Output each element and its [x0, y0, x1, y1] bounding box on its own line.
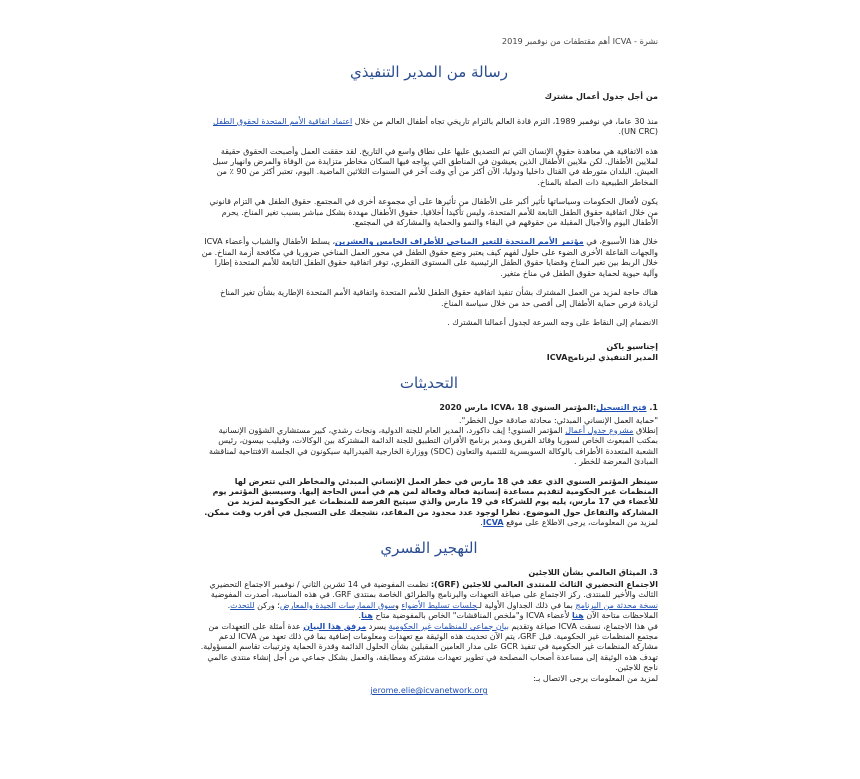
signature-title: المدير التنفيذي لبرنامجICVA: [546, 352, 658, 362]
signature-name: إجناسيو باكن: [606, 342, 658, 352]
paragraph-text: يسرد: [366, 621, 389, 631]
update-item-1-subtitle: "حماية العمل الإنساني المبدئي: محادثة صادقة حول الخطر".: [459, 415, 658, 425]
item-number: 1.: [649, 403, 658, 413]
paragraph-governments: يكون لأفعال الحكومات وسياساتها تأثير أكبر على الأطفال من تأثيرها على أي مجموعة أخرى في المجتمع. حقوق الطفل هي التزام قانوني من خلال اتفاقية حقوق الطفل التابعة للأمم المتحدة، وليس تأكيدا أخلاقيا. حقوق الأطفال مهددة بشكل مباشر بسبب تغير المناخ. يحرم الأطفال اليوم والأجيال المقبلة من حقوقهم في البقاء والنمو والحماية والمشاركة في المجتمع.: [209, 197, 658, 228]
statement-annex-link[interactable]: مرفق هذا البيان: [303, 621, 367, 631]
paragraph-text: بما في ذلك الجداول الأولية لـ: [477, 600, 576, 610]
paragraph-text: .: [358, 611, 362, 621]
paragraph-text: ، يسلط الأطفال والشباب وأعضاء ICVA والجهات الفاعلة الأخرى الضوء على حلول لفهم كيف يعتبر وضع حقوق الطفل في محور العمل المناخي ضروريا في مكافحة أزمة المناخ. من خلال الربط بين تغير المناخ وقضايا حقوق الطفل الرئيسية على المستوى القطري، توفر اتفاقية حقوق الطفل التابعة للأمم المتحدة إطارا وآلية حيوية لحماية حقوق الطفل في مناخ متغير.: [201, 237, 658, 278]
paragraph-text: .: [480, 518, 483, 528]
paragraph-text: منذ 30 عاما، في نوفمبر 1989، التزم قادة العالم بالتزام تاريخي تجاه أطفال العالم من خلال: [352, 116, 658, 126]
paragraph-cop: [200, 237, 658, 279]
spotlight-sessions-link[interactable]: جلسات تسليط الأضواء: [401, 600, 478, 610]
paragraph-text: عدة أمثلة على التعهدات من مجتمع المنظمات غير الحكومية. قبل GRF، يتم الآن تحديث هذه الوثيقة مع تعهدات ومعلومات إضافية بما في ذلك تعهد من ICVA لدعم مشاركة المنظمات غير الحكومية في تنفيذ GCR على مدار العامين المقبلين بشأن الحلول الدائمة وقدرة الحماية وترتيبات تقاسم المسؤولية. تهدف هذه الوثيقة إلى مساعدة أصحاب المصلحة في تطوير تعهدات مشتركة ومطابقة، والعمل بشكل جماعي من أجل إنشاء منتدى عالمي ناجح للاجئين.: [200, 621, 658, 673]
newsletter-header: نشرة - ICVA أهم مقتطفات من نوفمبر 2019: [501, 36, 658, 46]
paragraph-text: (UN CRC).: [618, 127, 658, 137]
speakers-corner-link[interactable]: للتحدث: [230, 600, 255, 610]
cop25-link[interactable]: مؤتمر الأمم المتحدة للتغير المناخي للأطراف الخامس والعشرين: [335, 237, 584, 247]
agenda-link[interactable]: مشروع جدول أعمال: [565, 425, 634, 435]
notes-link[interactable]: هنا: [571, 611, 584, 621]
paragraph-text: لمزيد من المعلومات، يرجى الاطلاع على موقع: [503, 518, 658, 528]
paragraph-bold-text: سينظر المؤتمر السنوي الذي عقد في 18 مارس في خطر العمل الإنساني المبدئي والمخاطر التي تتعرض لها المنظمات غير الحكومية لتقديم مساعدة إنسانية فعالة وفعالة لمن هم في أمس الحاجة إليها. وسيسبق المؤتمر يوم للأعضاء في 17 مارس، يليه يوم للشركاء في 19 مارس والذي سيتيح الفرصة للمنظمات غير الحكومية لمزيد من المشاركة والتفاعل حول الموضوع. نظرا لوجود عدد محدود من المقاعد، نشجعك على التسجيل في أقرب وقت ممكن.: [204, 476, 658, 517]
newsletter-body: [200, 36, 658, 696]
paragraph-joint-action: هناك حاجة لمزيد من العمل المشترك بشأن تنفيذ اتفاقية حقوق الطفل للأمم المتحدة واتفاقية الأمم المتحدة الإطارية بشأن تغير المناخ لزيادة فرص حماية الأطفال إلى أقصى حد من خلال سياسة المناخ.: [220, 288, 658, 308]
icva-website-link[interactable]: ICVA: [482, 518, 504, 528]
section-title-updates: التحديثات: [399, 374, 459, 393]
grf-preparatory-paragraph: [200, 580, 658, 622]
registration-link[interactable]: فتح التسجيل: [596, 403, 647, 413]
update-item-1-body: [200, 426, 658, 468]
contact-email-link[interactable]: jerome.elie@icvanetwork.org: [370, 686, 488, 696]
paragraph-text: . الملاحظات متاحة الآن: [227, 600, 658, 621]
good-practices-market-link[interactable]: سوق الممارسات الجيدة والمعارض: [279, 600, 395, 610]
paragraph-join: الانضمام إلى النقاط على وجه السرعة لجدول أعمالنا المشترك .: [447, 317, 658, 327]
summary-link[interactable]: هنا: [361, 611, 373, 621]
paragraph-text: نظمت المفوضية في 14 تشرين الثاني / نوفمبر الاجتماع التحضيري الثالث والأخير للمنتدى. ركز الاجتماع على صياغة التعهدات والبرنامج والطرائق الخاصة بمنتدى GRF. في هذه المناسبة، أصدرت المفوضية: [209, 580, 658, 600]
signature-block: [200, 342, 658, 363]
paragraph-crc: [200, 117, 658, 138]
section-title-executive-message: رسالة من المدير التنفيذي: [349, 63, 508, 82]
paragraph-text: خلال هذا الأسبوع، في: [583, 237, 658, 247]
paragraph-text: المؤتمر السنوي! إيف داكورد، المدير العام للجنة الدولية، ونجاث رشدي، كبير مستشاري الشؤون الإنسانية بمكتب المبعوث الخاص لسوريا وقائد الفريق ومدير برنامج الأقران التطبيق للجنة الدائمة المشتركة بين الوكالات، وفيليب بيسون، رئيس الشعبة المتعددة الأطراف بالوكالة السويسرية للتنمية والتعاون (SDC) ووزارة الخارجية الفيدرالية سيكونون في الجلسة الافتتاحية لمناقشة المبادئ المعرضة للخطر .: [209, 425, 658, 467]
item-title-text: :المؤتمر السنوي ICVA، 18 مارس 2020: [439, 403, 597, 413]
message-subheading: من أجل جدول أعمال مشترك: [544, 92, 658, 102]
update-item-1-details: [200, 477, 658, 529]
crc-link[interactable]: اعتماد اتفاقية الأمم المتحدة لحقوق الطفل: [213, 116, 353, 126]
section-title-forced-displacement: التهجير القسري: [380, 538, 478, 557]
contact-paragraph: لمزيد من المعلومات يرجى الاتصال بـ:: [533, 673, 658, 683]
paragraph-text: ؛ وركن: [254, 600, 280, 610]
paragraph-text: و: [395, 600, 402, 610]
paragraph-convention: هذه الاتفاقية هي معاهدة حقوق الإنسان التي تم التصديق عليها على نطاق واسع في التاريخ. لقد حققت العمل وأصبحت الحقوق حقيقة لملايين الأطفال. لكن ملايين الأطفال الذين يعيشون في المناطق التي يواجه فيها السكان مخاطر متزايدة من الوفاة والمرض وانهيار سبل العيش. البلدان متورطة في القتال داخليا ودوليا، الآن أكثر من أي وقت آخر في السنوات الثلاثين الماضية. اليوم، تعتبر أكثر من 90 ٪ من المخاطر الطبيعية ذات الصلة بالمناخ.: [212, 146, 658, 187]
paragraph-text: إنطلاق: [633, 425, 658, 435]
item-title-text: الميثاق العالمي بشأن اللاجئين: [528, 567, 647, 577]
ngo-statement-paragraph: [200, 622, 658, 674]
contact-email-line: [200, 686, 658, 696]
ngo-statement-link[interactable]: بيان جماعي للمنظمات غير الحكومية: [388, 621, 509, 631]
update-item-1-title: [200, 403, 658, 413]
paragraph-text: في هذا الاجتماع، نسقت ICVA صياغة وتقديم: [508, 621, 658, 631]
paragraph-bold-text: الاجتماع التحضيري الثالث للمنتدى العالمي للاجئين (GRF):: [430, 580, 658, 589]
displacement-item-3-title: [200, 568, 658, 578]
updated-program-link[interactable]: نسخة محدثة من البرنامج: [575, 600, 658, 610]
paragraph-text: لأعضاء ICVA و"ملخص المناقشات" الخاص بالمفوضية متاح: [372, 611, 572, 621]
item-number: 3.: [649, 567, 658, 577]
